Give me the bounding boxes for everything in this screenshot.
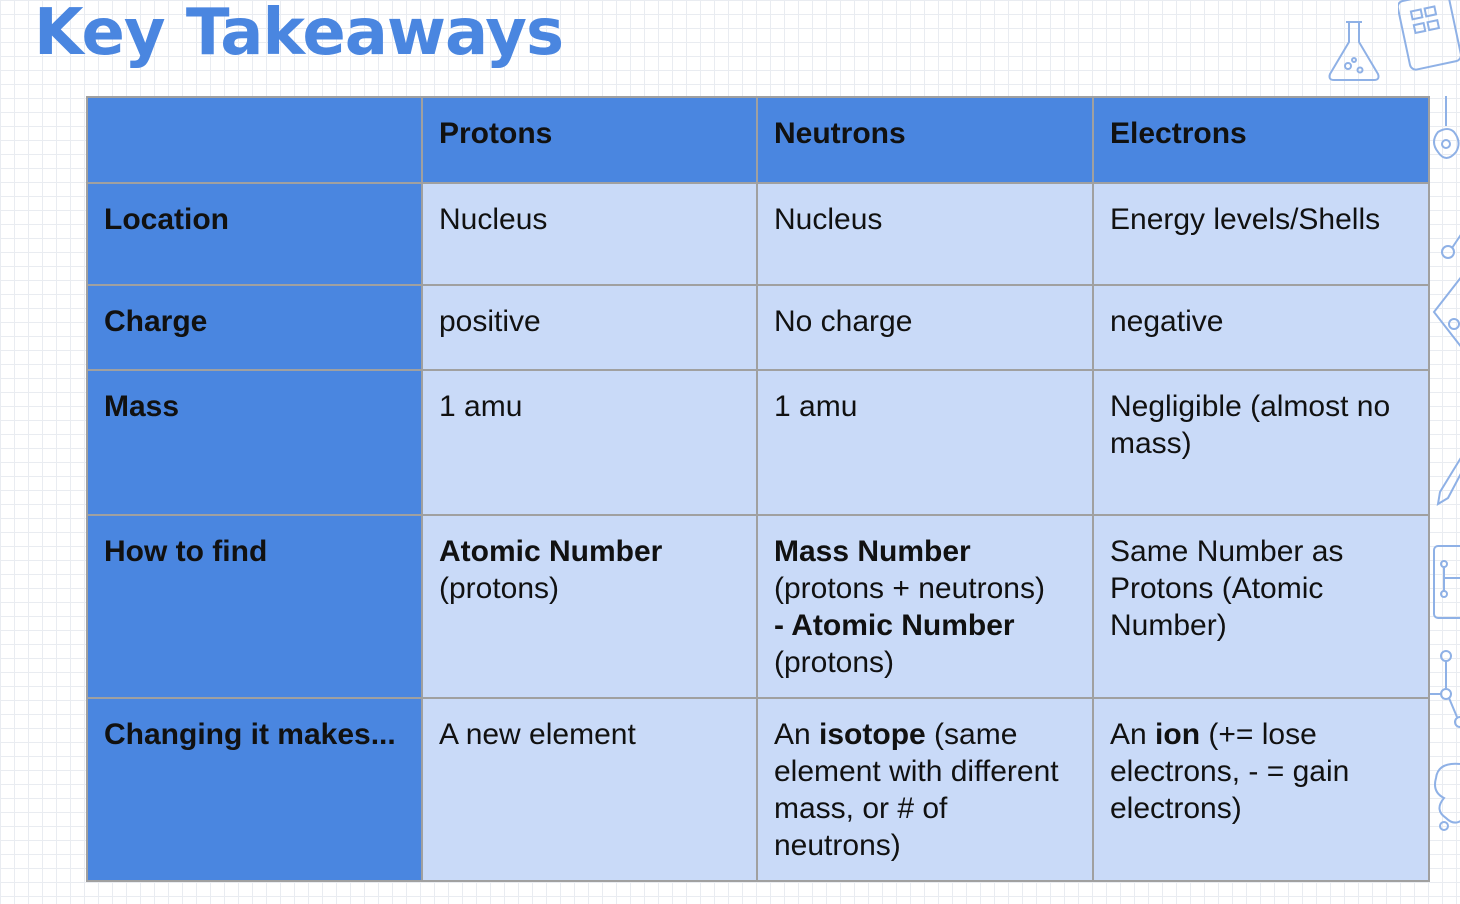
circuit-board-icon: [1430, 542, 1460, 622]
triangle-ruler-icon: [1430, 272, 1460, 352]
table-row-location: [87, 183, 1429, 285]
table-row-mass: [87, 370, 1429, 515]
key-takeaways-table: [86, 96, 1430, 882]
ion-description: (+= lose electrons, - = gain electrons): [1110, 718, 1350, 825]
cell-location-protons: Nucleus: [422, 183, 757, 285]
molecule-icon: [1430, 646, 1460, 736]
ion-prefix: An: [1110, 718, 1156, 751]
header-cell-electrons: Electrons: [1093, 97, 1429, 183]
cell-find-neutrons: [757, 515, 1093, 698]
minus-atomic-number-bold: - Atomic Number: [774, 609, 1015, 642]
mass-number-bold: Mass Number: [774, 535, 971, 568]
table-row-how-to-find: [87, 515, 1429, 698]
row-label-how-to-find: How to find: [87, 515, 422, 698]
cell-find-electrons: Same Number as Protons (Atomic Number): [1093, 515, 1429, 698]
cell-mass-electrons: Negligible (almost no mass): [1093, 370, 1429, 515]
table-row-charge: [87, 285, 1429, 370]
isotope-bold: isotope: [819, 718, 926, 751]
table-header-row: [87, 97, 1429, 183]
cell-find-protons: [422, 515, 757, 698]
cell-charge-neutrons: No charge: [757, 285, 1093, 370]
cell-location-neutrons: Nucleus: [757, 183, 1093, 285]
cell-charge-electrons: negative: [1093, 285, 1429, 370]
pencil-icon: [1434, 452, 1460, 512]
guitar-icon: [1428, 92, 1460, 172]
cell-change-protons: A new element: [422, 698, 757, 881]
row-label-charge: Charge: [87, 285, 422, 370]
protons-note: (protons): [439, 572, 560, 605]
protons-plus-neutrons-note: (protons + neutrons): [774, 572, 1045, 605]
cell-change-electrons: [1093, 698, 1429, 881]
calculator-icon: [1398, 0, 1460, 74]
cell-location-electrons: Energy levels/Shells: [1093, 183, 1429, 285]
table-row-changing: [87, 698, 1429, 881]
protons-note: (protons): [774, 646, 895, 679]
row-label-mass: Mass: [87, 370, 422, 515]
isotope-prefix: An: [774, 718, 820, 751]
cell-mass-neutrons: 1 amu: [757, 370, 1093, 515]
ion-bold: ion: [1155, 718, 1201, 751]
header-cell-empty: [87, 97, 422, 183]
cell-mass-protons: 1 amu: [422, 370, 757, 515]
atomic-number-bold: Atomic Number: [439, 535, 663, 568]
row-label-changing: Changing it makes...: [87, 698, 422, 881]
page-title: Key Takeaways: [34, 0, 564, 70]
cell-charge-protons: positive: [422, 285, 757, 370]
brain-icon: [1430, 756, 1460, 836]
isotope-description: (same element with different mass, or # of neutrons): [774, 718, 1059, 862]
header-cell-protons: Protons: [422, 97, 757, 183]
header-cell-neutrons: Neutrons: [757, 97, 1093, 183]
flask-icon: [1318, 14, 1390, 86]
pin-icon: [1436, 224, 1460, 264]
cell-change-neutrons: [757, 698, 1093, 881]
row-label-location: Location: [87, 183, 422, 285]
